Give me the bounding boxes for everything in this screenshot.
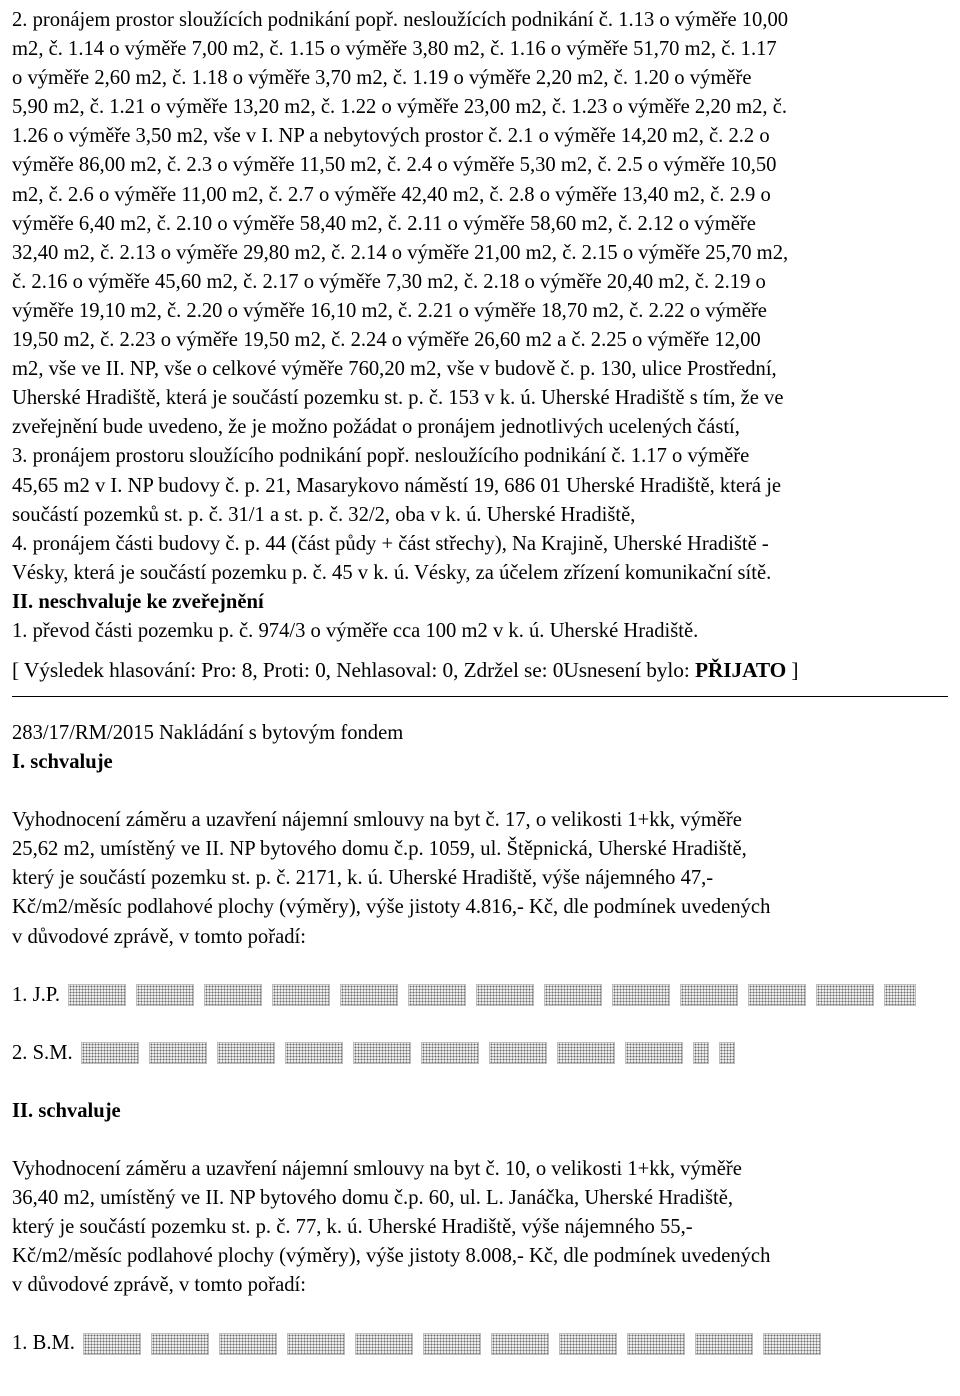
- applicant-row: [12, 1329, 948, 1358]
- redacted-block: [83, 1333, 821, 1355]
- approval-text-1: Vyhodnocení záměru a uzavření nájemní smlouvy na byt č. 17, o velikosti 1+kk, výměře 25,62 m2, umístěný ve II. NP bytového domu č.p. 1059, ul. Štěpnická, Uherské Hradiště, který je součástí pozemku st. p. č. 2171, k. ú. Uherské Hradiště, výše nájemného 47,- Kč/m2/měsíc podlahové plochy (výměry), výše jistoty 4.816,- Kč, dle podmínek uvedených v důvodové zprávě, v tomto pořadí:: [12, 809, 771, 948]
- heading-not-approved: II. neschvaluje ke zveřejnění: [12, 590, 264, 613]
- transfer-item: 1. převod části pozemku p. č. 974/3 o výměře cca 100 m2 v k. ú. Uherské Hradiště.: [12, 619, 699, 642]
- redacted-block: [68, 984, 916, 1006]
- applicant-code: 2. S.M.: [12, 1041, 73, 1064]
- lease-items-paragraph: 2. pronájem prostor sloužících podnikání popř. nesloužících podnikání č. 1.13 o výměře 10,00 m2, č. 1.14 o výměře 7,00 m2, č. 1.15 o výměře 3,80 m2, č. 1.16 o výměře 51,70 m2, č. 1.17 o výměře 2,60 m2, č. 1.18 o výměře 3,70 m2, č. 1.19 o výměře 2,20 m2, č. 1.20 o výměře 5,90 m2, č. 1.21 o výměře 13,20 m2, č. 1.22 o výměře 23,00 m2, č. 1.23 o výměře 2,20 m2, č. 1.26 o výměře 3,50 m2, vše v I. NP a nebytových prostor č. 2.1 o výměře 14,20 m2, č. 2.2 o výměře 86,00 m2, č. 2.3 o výměře 11,50 m2, č. 2.4 o výměře 5,30 m2, č. 2.5 o výměře 10,50 m2, č. 2.6 o výměře 11,00 m2, č. 2.7 o výměře 42,40 m2, č. 2.8 o výměře 13,40 m2, č. 2.9 o výměře 6,40 m2, č. 2.10 o výměře 58,40 m2, č. 2.11 o výměře 58,60 m2, č. 2.12 o výměře 32,40 m2, č. 2.13 o výměře 29,80 m2, č. 2.14 o výměře 21,00 m2, č. 2.15 o výměře 25,70 m2, č. 2.16 o výměře 45,60 m2, č. 2.17 o výměře 7,30 m2, č. 2.18 o výměře 20,40 m2, č. 2.19 o výměře 19,10 m2, č. 2.20 o výměře 16,10 m2, č. 2.21 o výměře 18,70 m2, č. 2.22 o výměře 19,50 m2, č. 2.23 o výměře 19,50 m2, č. 2.24 o výměře 26,60 m2 a č. 2.25 o výměře 12,00 m2, vše ve II. NP, vše o celkové výměře 760,20 m2, vše v budově č. p. 130, ulice Prostřední, Uherské Hradiště, která je součástí pozemku st. p. č. 153 v k. ú. Uherské Hradiště s tím, že ve zveřejnění bude uvedeno, že je možno požádat o pronájem jednotlivých ucelených částí, 3. pronájem prostoru sloužícího podnikání popř. nesloužícího podnikání č. 1.17 o výměře 45,65 m2 v I. NP budovy č. p. 21, Masarykovo náměstí 19, 686 01 Uherské Hradiště, která je součástí pozemků st. p. č. 31/1 a st. p. č. 32/2, oba v k. ú. Uherské Hradiště, 4. pronájem části budovy č. p. 44 (část půdy + část střechy), Na Krajině, Uherské Hradiště - Vésky, která je součástí pozemku p. č. 45 v k. ú. Vésky, za účelem zřízení komunikační sítě.: [12, 9, 789, 584]
- heading-approves-1: I. schvaluje: [12, 751, 113, 774]
- applicant-code: 1. B.M.: [12, 1332, 75, 1355]
- applicant-row: [12, 1039, 948, 1068]
- document-page: [12, 6, 948, 1358]
- applicant-row: [12, 981, 948, 1010]
- vote-result: [12, 656, 948, 684]
- heading-approves-2: II. schvaluje: [12, 1099, 121, 1122]
- section-divider: [12, 696, 948, 697]
- vote-result-status: PŘIJATO: [694, 658, 787, 683]
- vote-result-prefix: [ Výsledek hlasování: Pro: 8, Proti: 0, Nehlasoval: 0, Zdržel se: 0Usnesení bylo:: [12, 658, 695, 683]
- approval-text-2: Vyhodnocení záměru a uzavření nájemní smlouvy na byt č. 10, o velikosti 1+kk, výměře 36,40 m2, umístěný ve II. NP bytového domu č.p. 60, ul. L. Janáčka, Uherské Hradiště, který je součástí pozemku st. p. č. 77, k. ú. Uherské Hradiště, výše nájemného 55,- Kč/m2/měsíc podlahové plochy (výměry), výše jistoty 8.008,- Kč, dle podmínek uvedených v důvodové zprávě, v tomto pořadí:: [12, 1157, 771, 1297]
- applicant-code: 1. J.P.: [12, 983, 61, 1006]
- redacted-block: [81, 1042, 735, 1064]
- resolution-title: 283/17/RM/2015 Nakládání s bytovým fondem: [12, 722, 404, 745]
- vote-result-suffix: ]: [786, 658, 799, 683]
